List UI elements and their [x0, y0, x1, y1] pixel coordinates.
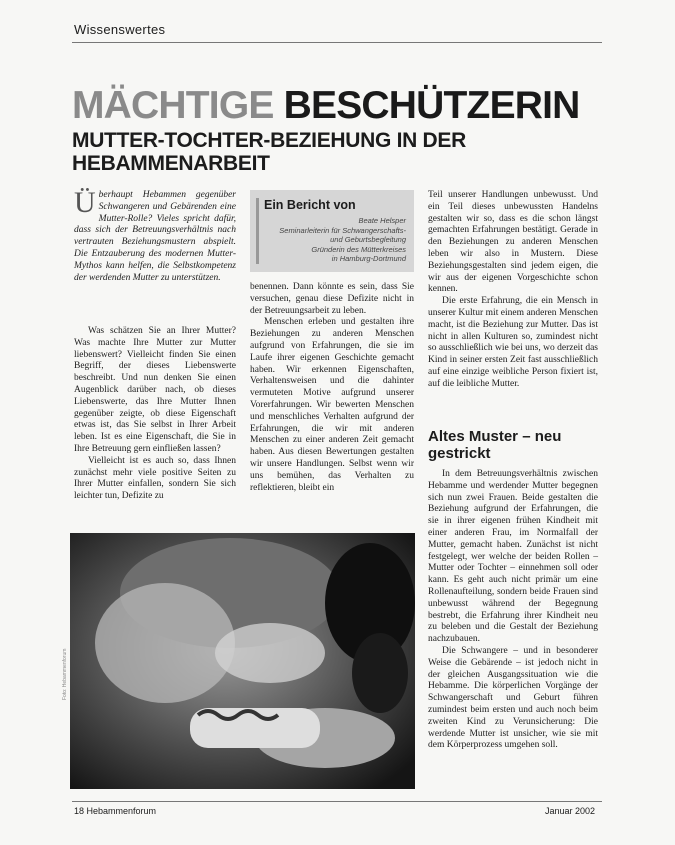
- section-heading: Altes Muster – neu gestrickt: [428, 428, 562, 462]
- infobox-text: [260, 216, 406, 264]
- footer-page-info: 18 Hebammenforum: [74, 806, 157, 816]
- infobox-line: Beate Helsper: [358, 216, 406, 225]
- column-3-continued: [428, 469, 598, 752]
- footer-date: Januar 2002: [545, 806, 596, 816]
- header-rule: [72, 42, 602, 43]
- footer-rule: [72, 801, 602, 802]
- paragraph: Was schätzen Sie an Ihrer Mutter? Was machte Ihre Mutter zur Mutter liebenswert? Vielleicht finden Sie einen Begriff, der dieses Liebenswerte beschreibt. Und nun denken Sie einen Augenblick darüber nach, ob dieses Liebenswerte, das Ihre Mutter Ihnen gegenüber zeigte, ob diese Eigenschaft etwas ist, das Sie selbst in Ihrer Arbeit leben. Ist es eine Eigenschaft, die Sie in Ihre Betreuung gern einfließen lassen?: [74, 326, 236, 454]
- infobox-line: und Geburtsbegleitung: [330, 235, 406, 244]
- lead-text: berhaupt Hebammen gegenüber Schwangeren und Gebärenden eine Mutter-Rolle? Vieles spricht dafür, dass sich der Betreuungsverhältnis nach vertrauten Beziehungsmustern abspielt. Die Entzauberung des modernen Mutter-Mythos kann helfen, die Selbstkompetenz der werdenden Mutter zu unterstützen.: [74, 190, 236, 283]
- column-1: [74, 326, 236, 503]
- section-label: Wissenswertes: [74, 22, 166, 37]
- article-subtitle: MUTTER-TOCHTER-BEZIEHUNG IN DER HEBAMMENARBEIT: [72, 129, 466, 175]
- column-2: [250, 282, 414, 494]
- lead-paragraph: [74, 186, 236, 284]
- title-part-2: BESCHÜTZERIN: [283, 84, 580, 127]
- article-title: [72, 84, 580, 128]
- mother-baby-photo: [70, 533, 415, 789]
- column-3: [428, 190, 598, 391]
- drop-cap: Ü: [74, 186, 96, 219]
- paragraph: Die erste Erfahrung, die ein Mensch in unserer Kultur mit einem anderen Menschen macht, ist die Beziehung zur Mutter. Das ist nicht in allen Kulturen so, zumindest nicht so ausschließlich wie bei uns, wo derzeit das Kind in seiner ersten Zeit fast ausschließlich auf eine einzige weibliche Person fixiert ist, auf die leibliche Mutter.: [428, 296, 598, 389]
- infobox-line: Gründerin des Mütterkreises: [311, 244, 406, 254]
- infobox-bar: [256, 198, 259, 264]
- paragraph: Die Schwangere – und in besonderer Weise die Gebärende – ist jedoch nicht in der gleichen Ausgangssituation wie die Hebamme. Die körperlichen Vorgänge der Schwangerschaft und Geburt führen zumindest beim ersten und auch noch beim zweiten Kind zu Verunsicherung: Die werdende Mutter ist unsicher, wie sie mit dem Körperprozess umgehen soll.: [428, 645, 598, 751]
- paragraph: benennen. Dann könnte es sein, dass Sie versuchen, genau diese Defizite nicht in der Betreuungsarbeit zu leben.: [250, 282, 414, 316]
- paragraph: In dem Betreuungsverhältnis zwischen Hebamme und werdender Mutter begegnen sich nun zwei Frauen. Beide gestalten die Beziehung aufgrund der Erfahrungen, die sie in ihrer eigenen frühen Kindheit mit einer anderen Frau, im Normalfall der Mutter, gemacht haben. Zunächst ist nicht festgelegt, wer welche der beiden Rollen – Mutter oder Tochter – einnehmen soll oder kann. Es geht auch nicht primär um eine Rollenaufteilung, sondern beide Frauen sind unbewusst während der Begegnung bestrebt, die Erfahrung ihrer Kindheit neu zu beleben und die Gestalt der Beziehung nachzubauen.: [428, 469, 598, 645]
- infobox-line: in Hamburg-Dortmund: [331, 254, 406, 263]
- title-part-1: MÄCHTIGE: [72, 84, 274, 127]
- author-infobox: [250, 190, 414, 272]
- paragraph: Menschen erleben und gestalten ihre Beziehungen zu anderen Menschen aufgrund von Erfahrungen, die sie im Laufe ihrer eigenen Geschichte gemacht haben. Wir erkennen Eigenschaften, Verhaltensweisen und die dahinter vermuteten Motive aufgrund unserer Vorerfahrungen. Wir bewerten Menschen und menschliches Verhalten aufgrund der Erfahrungen, die wir mit anderen Menschen zu einer anderen Zeit gemacht haben. Aus diesen Bewertungen gestalten wir unsere Handlungen. Selbst wenn wir uns bemühen, das Verhalten zu reflektieren, bleibt ein: [250, 317, 414, 493]
- paragraph: Teil unserer Handlungen unbewusst. Und ein Teil dieses unbewussten Handelns gestalten wir so, dass es die schon längst gemachten Erfahrungen bestätigt. Gerade in den Beziehungen zu anderen Menschen leben wir also in Mustern. Diese Beziehungsgestalten sind jedem eigen, die wir aus der eigenen Vorgeschichte schon kennen.: [428, 190, 598, 295]
- infobox-heading: Ein Bericht von: [264, 198, 356, 212]
- paragraph: Vielleicht ist es auch so, dass Ihnen zunächst mehr viele positive Seiten zu Ihrer Mutter einfallen, sondern Sie sich leichter tun, Defizite zu: [74, 455, 236, 502]
- photo-credit: Foto: Hebammenforum: [62, 648, 68, 700]
- infobox-line: Seminarleiterin für Schwangerschafts-: [279, 225, 406, 235]
